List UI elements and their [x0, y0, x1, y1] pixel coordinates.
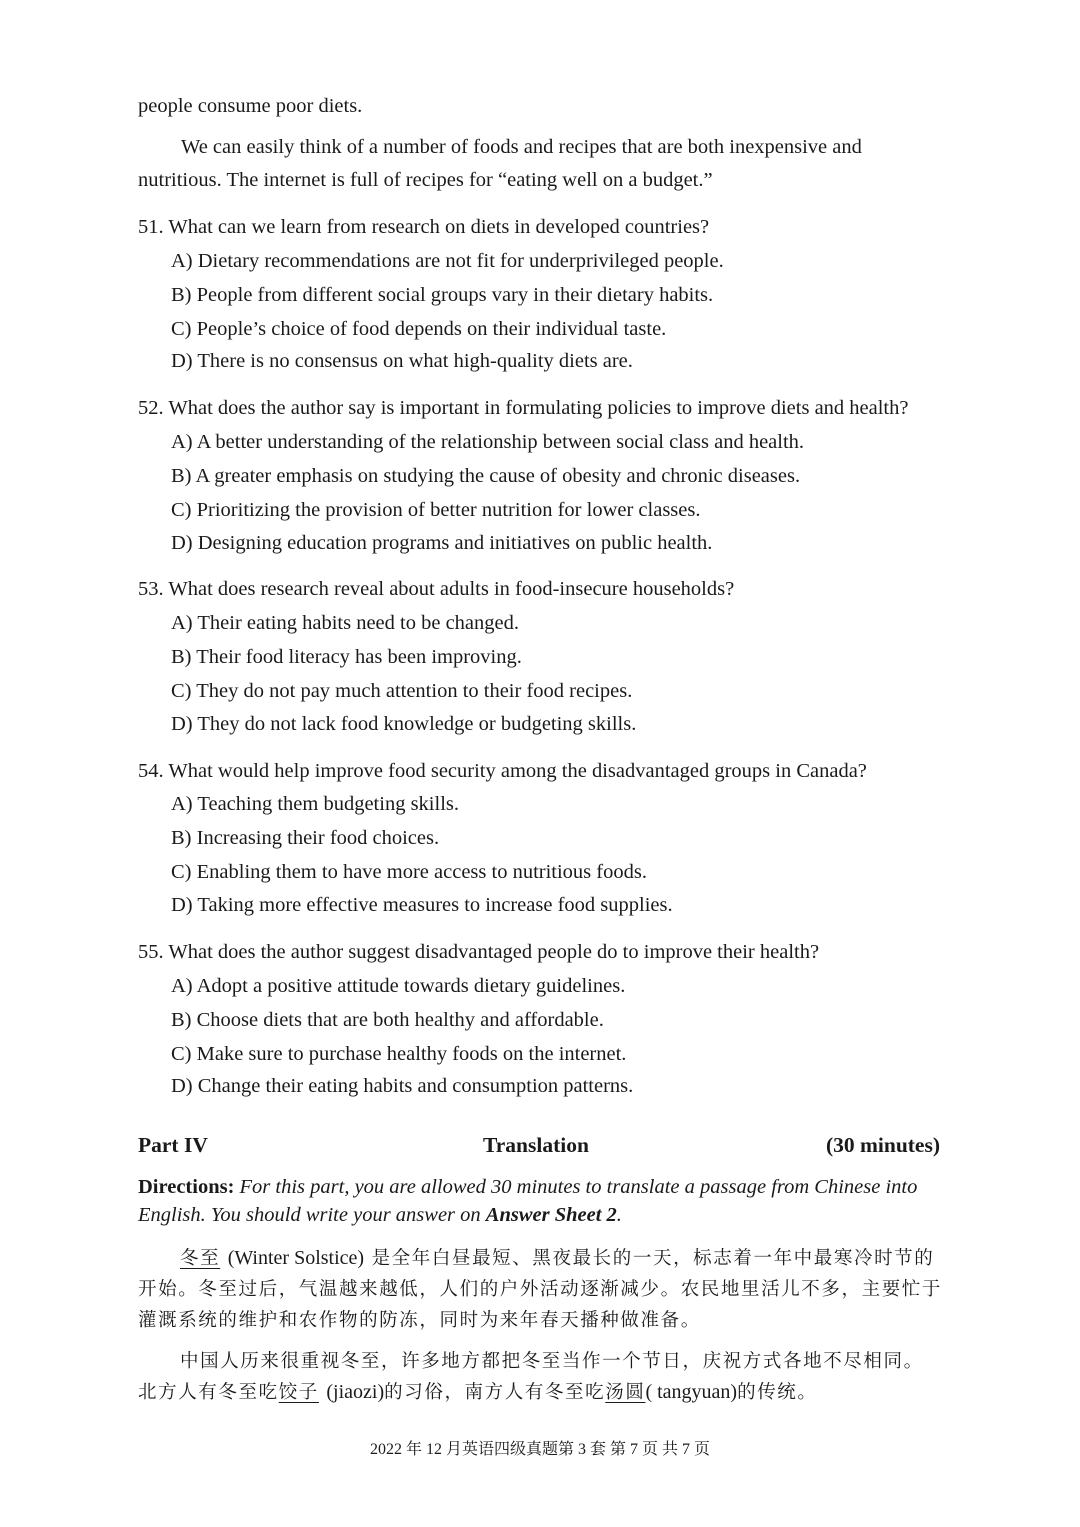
directions [138, 1173, 942, 1229]
translation-paragraph-2 [138, 1346, 942, 1408]
question-51-option-b: B) People from different social groups vary in their dietary habits. [171, 284, 714, 306]
directions-end: . [616, 1204, 622, 1226]
question-54-option-a: A) Teaching them budgeting skills. [171, 793, 459, 815]
question-54-option-d: D) Taking more effective measures to increase food supplies. [171, 894, 673, 916]
term-dongzhi-en: (Winter Solstice) [227, 1247, 365, 1269]
question-51-option-a: A) Dietary recommendations are not fit for underprivileged people. [171, 250, 724, 272]
term-jiaozi: 饺子 [278, 1382, 319, 1403]
question-55-option-b: B) Choose diets that are both healthy and affordable. [171, 1009, 604, 1031]
question-55-option-d: D) Change their eating habits and consumption patterns. [171, 1075, 634, 1097]
term-tangyuan: 汤圆 [605, 1382, 646, 1403]
term-dongzhi: 冬至 [180, 1248, 221, 1269]
term-jiaozi-en: (jiaozi) [326, 1381, 385, 1403]
question-52-option-b: B) A greater emphasis on studying the cause of obesity and chronic diseases. [171, 465, 801, 487]
question-55-option-c: C) Make sure to purchase healthy foods on the internet. [171, 1043, 627, 1065]
term-tangyuan-en: ( tangyuan) [645, 1381, 738, 1403]
question-51-stem: 51. What can we learn from research on diets in developed countries? [138, 216, 710, 238]
paragraph-2-text-c: 的传统。 [737, 1382, 818, 1403]
part-number: Part IV [138, 1133, 208, 1157]
question-53-option-b: B) Their food literacy has been improving. [171, 646, 522, 668]
part-time: (30 minutes) [825, 1133, 940, 1157]
question-53-option-a: A) Their eating habits need to be changed. [171, 612, 519, 634]
intro-paragraph-line: nutritious. The internet is full of recipes for “eating well on a budget.” [138, 169, 713, 191]
page-footer: 2022 年 12 月英语四级真题第 3 套 第 7 页 共 7 页 [369, 1441, 710, 1458]
question-54-option-c: C) Enabling them to have more access to nutritious foods. [171, 861, 647, 883]
directions-text: For this part, you are allowed 30 minutes to translate a passage from Chinese into English. You should write your answer on [138, 1176, 918, 1226]
question-52-option-a: A) A better understanding of the relationship between social class and health. [171, 431, 805, 453]
question-54-option-b: B) Increasing their food choices. [171, 827, 440, 849]
part-header [138, 1131, 940, 1159]
question-52-option-d: D) Designing education programs and initiatives on public health. [171, 532, 713, 554]
question-53-stem: 53. What does research reveal about adults in food-insecure households? [138, 578, 735, 600]
part-title: Translation [483, 1133, 589, 1157]
question-53-option-c: C) They do not pay much attention to their food recipes. [171, 680, 633, 702]
question-54-stem: 54. What would help improve food security among the disadvantaged groups in Canada? [138, 760, 867, 782]
directions-label: Directions: [138, 1176, 235, 1198]
translation-paragraph-1 [138, 1243, 942, 1336]
question-55-stem: 55. What does the author suggest disadvantaged people do to improve their health? [138, 941, 820, 963]
paragraph-2-text-b: 的习俗，南方人有冬至吃 [384, 1382, 606, 1403]
question-52-stem: 52. What does the author say is important in formulating policies to improve diets and health? [138, 397, 909, 419]
question-52-option-c: C) Prioritizing the provision of better nutrition for lower classes. [171, 499, 701, 521]
answer-sheet-label: Answer Sheet 2 [485, 1204, 617, 1226]
question-51-option-d: D) There is no consensus on what high-quality diets are. [171, 350, 633, 372]
paragraph-1-text: 是全年白昼最短、黑夜最长的一天，标志着一年中最寒冷时节的开始。冬至过后，气温越来越低，人们的户外活动逐渐减少。农民地里活儿不多，主要忙于灌溉系统的维护和农作物的防冻，同时为来年春天播种做准备。 [138, 1248, 943, 1331]
question-53-option-d: D) They do not lack food knowledge or budgeting skills. [171, 713, 637, 735]
paragraph-2-text-a: 中国人历来很重视冬至，许多地方都把冬至当作一个节日，庆祝方式各地不尽相同。北方人有冬至吃 [138, 1351, 924, 1403]
intro-paragraph-line: We can easily think of a number of foods and recipes that are both inexpensive and [181, 136, 862, 158]
question-55-option-a: A) Adopt a positive attitude towards dietary guidelines. [171, 975, 626, 997]
question-51-option-c: C) People’s choice of food depends on their individual taste. [171, 318, 667, 340]
intro-line: people consume poor diets. [138, 95, 363, 117]
